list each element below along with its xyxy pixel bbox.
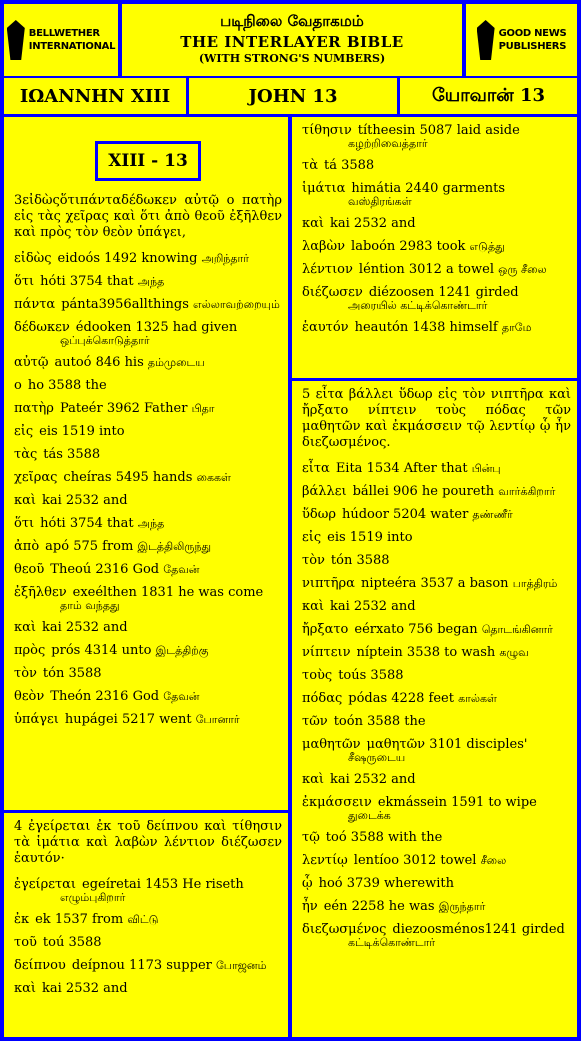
tamil-gloss: தம்முடைய [147,356,205,369]
verse-4-text: 4 ἐγείρεται ἐκ τοῦ δείπνου καὶ τίθησιν τὰ ἱμάτια καὶ λαβὼν λέντιον διέζωσεν ἑαυτόν· [14,819,282,866]
word-entry [14,447,282,462]
translit-number-gloss: tás 3588 [43,447,101,462]
translit-number-gloss: léntion 3012 a towel [358,262,494,277]
right-bottom-panel [292,381,577,1037]
word-entry [302,158,571,173]
word-entry [14,251,282,266]
greek-word: τὸν [14,666,37,681]
logo-line: PUBLISHERS [498,41,567,52]
word-entry [14,585,282,612]
word-entry [302,622,571,637]
tamil-gloss: பின்பு [471,462,501,475]
translit-number-gloss: hóti 3754 that [40,516,134,531]
word-list [302,123,571,335]
translit-number-gloss: eérxato 756 began [354,622,478,637]
title-english: THE INTERLAYER BIBLE [180,33,404,51]
greek-word: χεῖρας [14,470,58,485]
translit-number-gloss: eis 1519 into [39,424,125,439]
greek-word: νίπτειν [302,645,351,660]
translit-number-gloss: deípnou 1173 supper [71,958,212,973]
greek-word: τὸν [302,553,325,568]
tamil-gloss: கழற்றிவைத்தார் [348,137,428,150]
word-entry [14,562,282,577]
tamil-gloss: போனார் [195,713,240,726]
word-entry [14,274,282,289]
greek-word: εἰς [302,530,322,545]
tamil-gloss: அறிந்தார் [201,252,249,265]
translit-number-gloss: exeélthen 1831 he was come [72,585,264,600]
bellwether-emblem-icon [7,20,25,60]
word-entry [302,645,571,660]
translit-number-gloss: toús 3588 [338,668,404,683]
translit-number-gloss: kai 2532 and [42,620,128,635]
word-entry [14,620,282,635]
greek-word: εἰς [14,424,34,439]
word-entry [302,922,571,949]
translit-number-gloss: édooken 1325 had given [75,320,238,335]
translit-number-gloss: laboón 2983 took [351,239,466,254]
word-entry [302,795,571,822]
word-entry [302,714,571,729]
translit-number-gloss: lentíoo 3012 towel [353,853,477,868]
tamil-gloss: துடைக்க [348,809,391,822]
word-entry [302,285,571,312]
word-entry [302,461,571,476]
translit-number-gloss: tón 3588 [330,553,390,568]
tamil-gloss: சீலை [480,854,507,867]
tamil-gloss: வஸ்திரங்கள் [348,195,412,208]
word-entry [14,320,282,347]
tamil-gloss: சீஷருடைய [348,751,406,764]
tamil-gloss: இருந்தார் [438,900,486,913]
greek-word: διέζωσεν [302,285,363,300]
greek-word: πατὴρ [14,401,54,416]
greek-word: ὕδωρ [302,507,336,522]
translit-number-gloss: ho 3588 the [27,378,107,393]
tamil-gloss: ஒரு சீலை [498,263,547,276]
greek-word: ἱμάτια [302,181,346,196]
translit-number-gloss: toú 3588 [42,935,102,950]
tamil-gloss: தேவன் [163,563,200,576]
translit-number-gloss: kai 2532 and [330,772,416,787]
translit-number-gloss: níptein 3538 to wash [356,645,496,660]
tamil-gloss: அரையில் கட்டிக்கொண்டார் [348,299,488,312]
translit-number-gloss: ek 1537 from [35,912,124,927]
word-entry [302,691,571,706]
greek-word: τῶν [302,714,328,729]
book-english: JOHN 13 [189,78,397,114]
translit-number-gloss: toón 3588 the [333,714,426,729]
translit-number-gloss: eidoós 1492 knowing [57,251,198,266]
word-list [14,877,282,996]
tamil-gloss: கட்டிக்கொண்டார் [348,936,436,949]
word-entry [14,470,282,485]
word-entry [302,216,571,231]
word-entry [302,239,571,254]
header-title-block [122,4,462,76]
translit-number-gloss: ekmássein 1591 to wipe [377,795,537,810]
word-entry [302,737,571,764]
greek-word: ἐκμάσσειν [302,795,372,810]
translit-number-gloss: pódas 4228 feet [348,691,454,706]
book-tamil: யோவான் 13 [400,78,577,114]
word-entry [302,320,571,335]
greek-word: ᾧ [302,876,313,891]
greek-word: τοῦ [14,935,37,950]
translit-number-gloss: Theoú 2316 God [50,562,160,577]
greek-word: καὶ [302,772,325,787]
word-entry [14,401,282,416]
greek-word: πάντα [14,297,56,312]
greek-word: νιπτῆρα [302,576,355,591]
translit-number-gloss: μαθητῶν 3101 disciples' [366,737,528,752]
word-list [302,461,571,949]
word-entry [302,507,571,522]
chapter-label: XIII - 13 [95,141,201,181]
title-tamil: படிநிலை வேதாகமம் [220,12,364,30]
greek-word: λαβὼν [302,239,346,254]
greek-word: καὶ [14,981,37,996]
greek-word: καὶ [302,599,325,614]
greek-word: τὰ [302,158,318,173]
word-entry [302,853,571,868]
tamil-gloss: அந்த [137,275,165,288]
tamil-gloss: எல்லாவற்றையும் [193,298,280,311]
word-entry [14,539,282,554]
tamil-gloss: இடத்திலிருந்து [137,540,212,553]
word-entry [14,958,282,973]
greek-word: λεντίῳ [302,853,348,868]
word-entry [14,712,282,727]
translit-number-gloss: bállei 906 he poureth [352,484,495,499]
word-entry [14,935,282,950]
subtitle: (WITH STRONG'S NUMBERS) [198,52,386,65]
translit-number-gloss: títheesin 5087 laid aside [357,123,520,138]
word-list [14,251,282,727]
greek-word: καὶ [14,493,37,508]
greek-word: ἐκ [14,912,30,927]
word-entry [14,912,282,927]
translit-number-gloss: hóti 3754 that [40,274,134,289]
goodnews-emblem-icon [477,20,495,60]
greek-word: ἦν [302,899,318,914]
tamil-gloss: தாமே [501,321,532,334]
tamil-gloss: தண்ணீர் [472,508,513,521]
word-entry [302,262,571,277]
verse-5-text: 5 εἶτα βάλλει ὕδωρ εἰς τὸν νιπτῆρα καὶ ἤρξατο νίπτειν τοὺς πόδας τῶν μαθητῶν καὶ ἐκμάσσειν τῷ λεντίῳ ᾧ ἦν διεζωσμένος. [302,387,571,450]
translit-number-gloss: heautón 1438 himself [354,320,498,335]
tamil-gloss: தாம் வந்தது [60,599,120,612]
translit-number-gloss: egeíretai 1453 He riseth [82,877,244,892]
tamil-gloss: வார்க்கிறார் [498,485,556,498]
translit-number-gloss: tón 3588 [42,666,102,681]
word-entry [14,643,282,658]
word-entry [302,181,571,208]
tamil-gloss: இடத்திற்கு [155,644,209,657]
greek-word: ἑαυτόν [302,320,349,335]
tamil-gloss: பாத்திரம் [512,577,558,590]
verse-3-text: 3εἰδὼςὅτιπάνταδέδωκεν αὐτῷ ο πατὴρ εἰς τὰς χεῖρας καὶ ὅτι ἀπὸ θεοῦ ἐξῆλθεν καὶ πρὸς τὸν θεὸν ὑπάγει, [14,193,282,240]
tamil-gloss: கைகள் [196,471,231,484]
greek-word: τὰς [14,447,38,462]
greek-word: καὶ [302,216,325,231]
translit-number-gloss: hoó 3739 wherewith [318,876,454,891]
word-entry [302,484,571,499]
word-entry [302,530,571,545]
word-entry [302,576,571,591]
tamil-gloss: எடுத்து [469,240,505,253]
greek-word: τῷ [302,830,320,845]
word-entry [302,876,571,891]
book-greek: ΙΩΑΝΝΗΝ XIII [4,78,186,114]
word-entry [302,668,571,683]
translit-number-gloss: Theón 2316 God [50,689,160,704]
tamil-gloss: போஜனம் [216,959,267,972]
greek-word: θεὸν [14,689,45,704]
greek-word: θεοῦ [14,562,45,577]
translit-number-gloss: nipteéra 3537 a bason [360,576,509,591]
translit-number-gloss: kai 2532 and [42,493,128,508]
greek-word: διεζωσμένος [302,922,387,937]
word-entry [302,899,571,914]
greek-word: εἶτα [302,461,330,476]
left-top-panel [4,117,288,810]
word-entry [14,297,282,312]
translit-number-gloss: diézoosen 1241 girded [368,285,519,300]
greek-word: δείπνου [14,958,66,973]
greek-word: ὅτι [14,274,35,289]
translit-number-gloss: toó 3588 with the [325,830,443,845]
word-entry [14,666,282,681]
greek-word: εἰδὼς [14,251,52,266]
translit-number-gloss: pánta3956allthings [61,297,189,312]
word-entry [14,689,282,704]
word-entry [14,378,282,393]
word-entry [302,599,571,614]
tamil-gloss: பிதா [191,402,215,415]
translit-number-gloss: autoó 846 his [54,355,144,370]
greek-word: λέντιον [302,262,353,277]
word-entry [302,123,571,150]
tamil-gloss: கால்கள் [458,692,497,705]
word-entry [14,877,282,904]
left-bottom-panel [4,813,288,1037]
right-top-panel [292,117,577,378]
translit-number-gloss: hupágei 5217 went [64,712,192,727]
translit-number-gloss: kai 2532 and [330,599,416,614]
word-entry [14,424,282,439]
greek-word: ἤρξατο [302,622,349,637]
translit-number-gloss: prós 4314 unto [51,643,152,658]
word-entry [14,516,282,531]
translit-number-gloss: tá 3588 [323,158,375,173]
greek-word: αὐτῷ [14,355,49,370]
tamil-gloss: தேவன் [163,690,200,703]
logo-line: INTERNATIONAL [28,41,116,52]
word-entry [14,355,282,370]
greek-word: πόδας [302,691,343,706]
translit-number-gloss: eén 2258 he was [323,899,435,914]
translit-number-gloss: cheíras 5495 hands [63,470,193,485]
greek-word: τοὺς [302,668,333,683]
word-entry [302,553,571,568]
greek-word: ὅτι [14,516,35,531]
tamil-gloss: எழும்புகிறார் [60,891,126,904]
tamil-gloss: விட்டு [127,913,159,926]
tamil-gloss: அந்த [137,517,165,530]
logo-line: GOOD NEWS [498,28,567,39]
greek-word: πρὸς [14,643,46,658]
greek-word: βάλλει [302,484,347,499]
translit-number-gloss: Pateér 3962 Father [59,401,188,416]
word-entry [302,830,571,845]
tamil-gloss: ஒப்புக்கொடுத்தார் [60,334,150,347]
translit-number-gloss: apó 575 from [45,539,134,554]
tamil-gloss: கழுவ [499,646,529,659]
greek-word: ἐγείρεται [14,877,77,892]
translit-number-gloss: diezoosménos1241 girded [392,922,565,937]
bellwether-logo [4,4,118,76]
logo-line: BELLWETHER [28,28,100,39]
greek-word: ὑπάγει [14,712,59,727]
translit-number-gloss: kai 2532 and [42,981,128,996]
goodnews-logo [466,4,577,76]
greek-word: μαθητῶν [302,737,361,752]
word-entry [302,772,571,787]
greek-word: τίθησιν [302,123,352,138]
word-entry [14,981,282,996]
translit-number-gloss: himátia 2440 garments [351,181,506,196]
translit-number-gloss: eis 1519 into [327,530,413,545]
translit-number-gloss: húdoor 5204 water [341,507,469,522]
greek-word: ο [14,378,22,393]
translit-number-gloss: Eita 1534 After that [335,461,468,476]
tamil-gloss: தொடங்கினார் [481,623,553,636]
greek-word: ἐξῆλθεν [14,585,67,600]
greek-word: καὶ [14,620,37,635]
translit-number-gloss: kai 2532 and [330,216,416,231]
greek-word: δέδωκεν [14,320,70,335]
greek-word: ἀπὸ [14,539,40,554]
word-entry [14,493,282,508]
